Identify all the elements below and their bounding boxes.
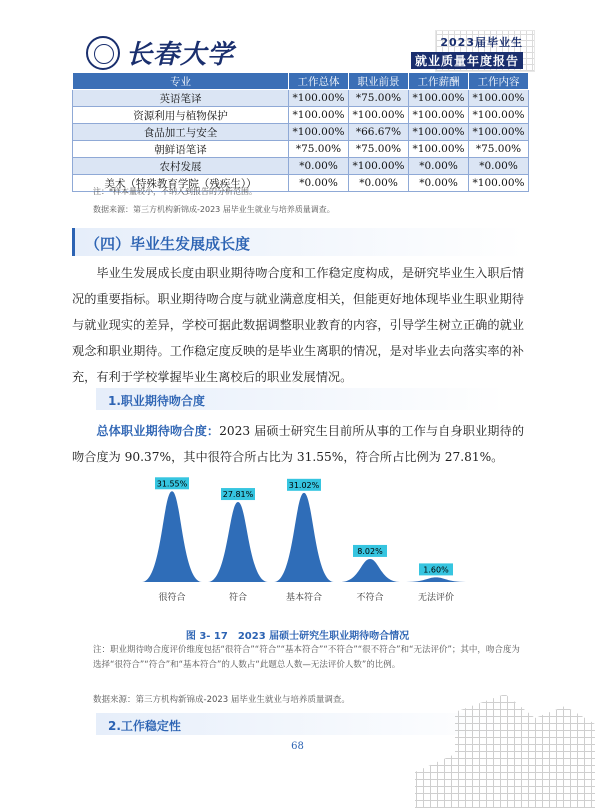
expectation-fit-chart (130, 470, 480, 610)
value-cell: *100.00% (349, 107, 409, 124)
value-cell: *100.00% (289, 124, 349, 141)
value-cell: *0.00% (289, 175, 349, 192)
table-row (73, 90, 529, 107)
value-cell: *0.00% (469, 158, 529, 175)
major-cell: 农村发展 (73, 158, 289, 175)
data-label: 31.02% (288, 480, 320, 490)
value-cell: *75.00% (289, 141, 349, 158)
data-label: 27.81% (222, 490, 254, 500)
value-cell: *100.00% (409, 107, 469, 124)
major-cell: 资源利用与植物保护 (73, 107, 289, 124)
value-cell: *100.00% (469, 90, 529, 107)
university-logo (86, 34, 234, 71)
table-note: 注：*样本量较小，不纳入到报告的分析范围。 (93, 187, 257, 196)
value-cell: *100.00% (469, 175, 529, 192)
value-cell: *100.00% (469, 124, 529, 141)
sub1-lead: 总体职业期待吻合度： (96, 424, 220, 438)
column-header: 工作总体 (289, 73, 349, 90)
major-cell: 美术（特殊教育学院（残疾生）） (73, 175, 289, 192)
value-cell: *0.00% (409, 158, 469, 175)
table-header-row (73, 73, 529, 90)
section-title: （四）毕业生发展成长度 (85, 235, 251, 253)
chart-peak (274, 493, 334, 582)
column-header: 工作薪酬 (409, 73, 469, 90)
chart-peak (142, 491, 202, 582)
chart-peak (340, 559, 400, 582)
page-number: 68 (291, 741, 304, 752)
value-cell: *0.00% (349, 175, 409, 192)
value-cell: *100.00% (409, 141, 469, 158)
column-header: 工作内容 (469, 73, 529, 90)
chart-peak (406, 577, 466, 582)
sub1-text: 2023 届硕士研究生目前所从事的工作与自身职业期待的吻合度为 90.37%，其中很符合所占比为 31.55%，符合所占比例为 27.81%。 (72, 424, 525, 464)
value-cell: *100.00% (469, 107, 529, 124)
major-cell: 英语笔译 (73, 90, 289, 107)
major-cell: 食品加工与安全 (73, 124, 289, 141)
value-cell: *100.00% (409, 90, 469, 107)
column-header: 专业 (73, 73, 289, 90)
value-cell: *100.00% (409, 124, 469, 141)
figure-source: 数据来源：第三方机构新锦成-2023 届毕业生就业与培养质量调查。 (93, 695, 350, 705)
report-title: 2023届毕业生 就业质量年度报告 (383, 34, 523, 69)
data-label: 8.02% (357, 546, 383, 556)
value-cell: *100.00% (289, 107, 349, 124)
table-row (73, 158, 529, 175)
chart-peak (208, 502, 268, 582)
major-cell: 朝鲜语笔译 (73, 141, 289, 158)
table-source: 数据来源：第三方机构新锦成-2023 届毕业生就业与培养质量调查。 (93, 205, 335, 214)
value-cell: *100.00% (349, 158, 409, 175)
university-seal-icon (86, 36, 120, 70)
sub1-paragraph (72, 418, 524, 470)
table-row (73, 124, 529, 141)
figure-note: 注：职业期待吻合度评价维度包括“很符合”“符合”“基本符合”“不符合”“很不符合”和“无法评价”；其中，吻合度为选择“很符合”“符合”和“基本符合”的人数占“此题总人数—无法评价人数”的比例。 (93, 645, 520, 670)
subsection-title-2: 2.工作稳定性 (108, 719, 181, 733)
value-cell: *0.00% (409, 175, 469, 192)
value-cell: *100.00% (289, 90, 349, 107)
data-label: 31.55% (156, 479, 188, 489)
category-label: 无法评价 (417, 593, 455, 603)
subsection-title: 1.职业期待吻合度 (108, 394, 205, 408)
column-header: 职业前景 (349, 73, 409, 90)
table-row (73, 141, 529, 158)
intro-paragraph: 毕业生发展成长度由职业期待吻合度和工作稳定度构成，是研究毕业生入职后情况的重要指标。职业期待吻合度与就业满意度相关，但能更好地体现毕业生职业期待与就业现实的差异，学校可据此数据调整职业教育的内容，引导学生树立正确的就业观念和职业期待。工作稳定度反映的是毕业生离职的情况，是对毕业去向落实率的补充，有利于学校掌握毕业生离校后的职业发展情况。 (72, 266, 524, 384)
value-cell: *75.00% (349, 141, 409, 158)
page-header (0, 0, 595, 72)
table-row (73, 107, 529, 124)
university-name: 长春大学 (126, 40, 235, 70)
value-cell: *75.00% (349, 90, 409, 107)
value-cell: *66.67% (349, 124, 409, 141)
category-label: 不符合 (356, 593, 384, 603)
section-heading (72, 228, 524, 256)
data-label: 1.60% (423, 565, 449, 575)
category-label: 很符合 (158, 593, 186, 603)
major-satisfaction-table (72, 72, 529, 192)
category-label: 符合 (228, 593, 248, 603)
value-cell: *0.00% (289, 158, 349, 175)
section-intro (72, 260, 524, 390)
category-label: 基本符合 (285, 593, 323, 603)
value-cell: *75.00% (469, 141, 529, 158)
figure-caption: 图 3- 17 2023 届硕士研究生职业期待吻合情况 (185, 631, 410, 642)
